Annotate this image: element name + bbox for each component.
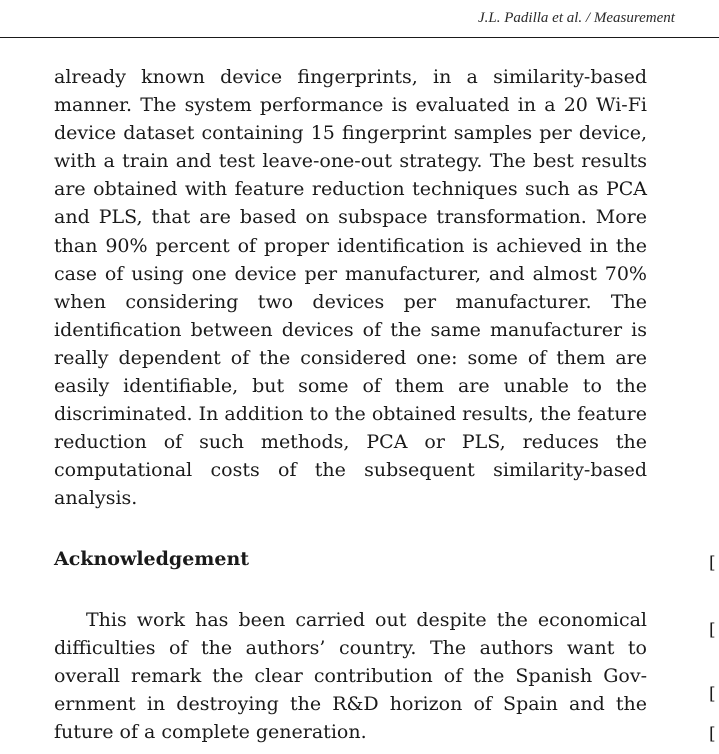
right-column-fragment: [ [709,553,716,573]
right-column-fragment: [ [709,724,716,744]
header-rule [0,37,719,38]
running-header: J.L. Padilla et al. / Measurement [478,10,675,26]
right-column-fragment: [ [709,620,716,640]
body-paragraph: already known device fingerprints, in a similarity-based manner. The system performance is evaluated in a 20 Wi-Fi device dataset containing 15 fingerprint samples per device, with a train and test leave-one-out strategy. The best results are obtained with feature reduction techniques such as PCA and PLS, that are based on subspace transformation. More than 90% percent of proper identification is achieved in the case of using one device per manufacturer, and almost 70% when considering two devices per manufacturer. The identification between devices of the same manufacturer is really dependent of the considered one: some of them are easily identifiable, but some of them are unable to the discriminated. In addition to the obtained results, the feature reduction of such methods, PCA or PLS, reduces the computational costs of the subsequent similarity-based analysis. [54,66,647,510]
acknowledgement-paragraph: This work has been carried out despite the economical difficulties of the authors’ country. The authors want to overall remark the clear contribution of the Spanish Government in destroying the R&D horizon of Spain and the future of a complete generation. [54,609,647,744]
right-column-fragment: [ [709,684,716,704]
section-heading-acknowledgement: Acknowledgement [54,548,250,570]
